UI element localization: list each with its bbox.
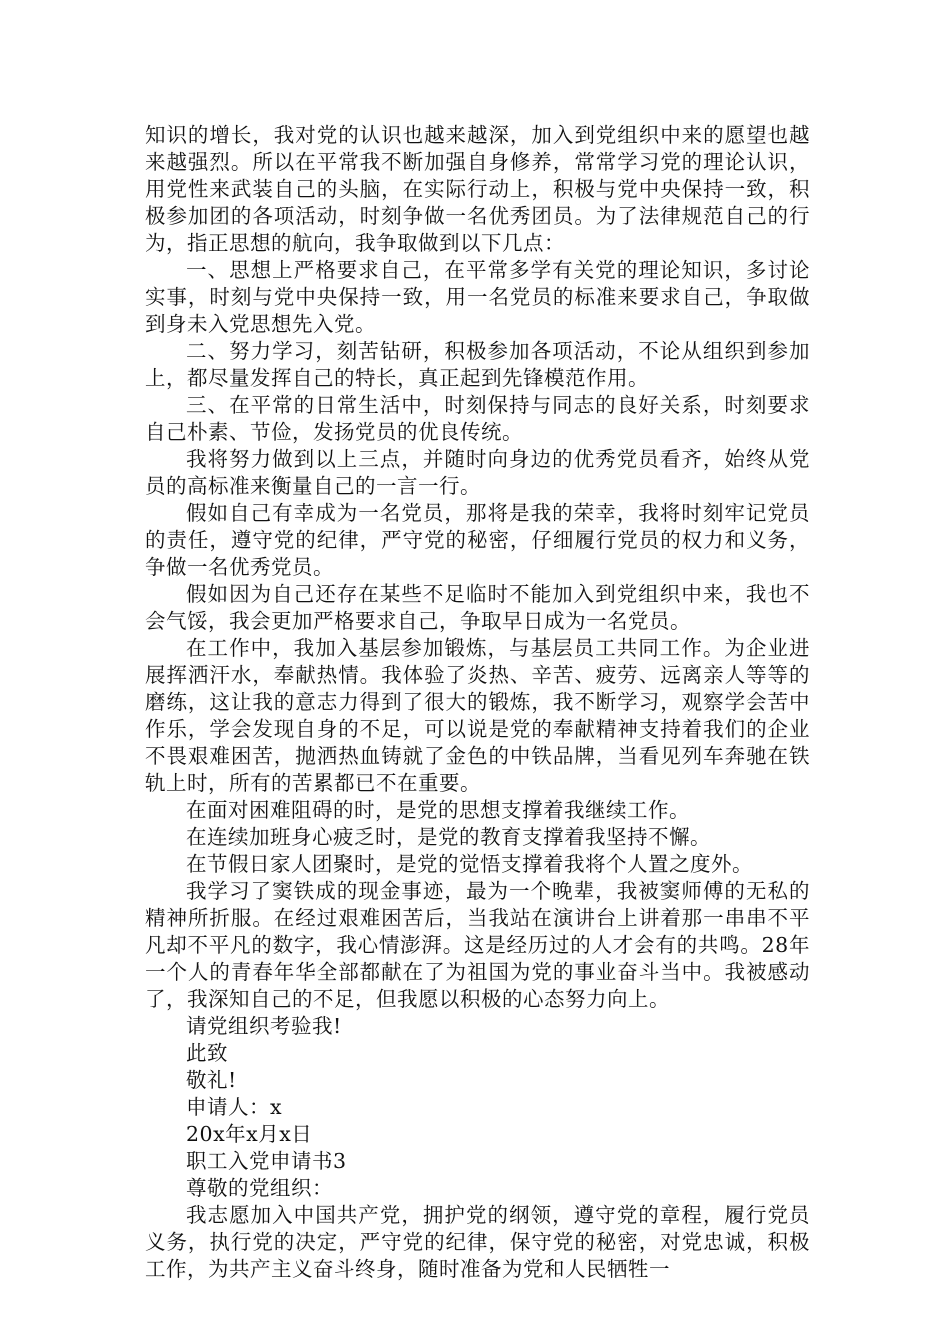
greeting-line: 尊敬的党组织： — [186, 1176, 333, 1200]
document-page — [145, 122, 810, 1283]
paragraph-difficulty: 在面对困难阻碍的时，是党的思想支撑着我继续工作。 — [186, 798, 690, 822]
paragraph-continued: 知识的增长，我对党的认识也越来越深，加入到党组织中来的愿望也越来越强烈。所以在平常我不断加强自身修养，常常学习党的理论认识，用党性来武装自己的头脑，在实际行动上，积极与党中央保持一致，积极参加团的各项活动，时刻争做一名优秀团员。为了法律规范自己的行为，指正思想的航向，我争取做到以下几点： — [145, 123, 810, 255]
paragraph-if-member: 假如自己有幸成为一名党员，那将是我的荣幸，我将时刻牢记党员的责任，遵守党的纪律，严守党的秘密，仔细履行党员的权力和义务，争做一名优秀党员。 — [145, 501, 810, 579]
paragraph-role-model: 我学习了窦铁成的现金事迹，最为一个晚辈，我被窦师傅的无私的精神所折服。在经过艰难困苦后，当我站在演讲台上讲着那一串串不平凡却不平凡的数字，我心情澎湃。这是经历过的人才会有的共鸣。28年一个人的青春年华全部都献在了为祖国为党的事业奋斗当中。我被感动了，我深知自己的不足，但我愿以积极的心态努力向上。 — [145, 879, 810, 1011]
paragraph-work: 在工作中，我加入基层参加锻炼，与基层员工共同工作。为企业进展挥洒汗水，奉献热情。我体验了炎热、辛苦、疲劳、远离亲人等等的磨练，这让我的意志力得到了很大的锻炼，我不断学习，观察学会苦中作乐，学会发现自身的不足，可以说是党的奉献精神支持着我们的企业不畏艰难困苦，抛洒热血铸就了金色的中铁品牌，当看见列车奔驰在铁轨上时，所有的苦累都已不在重要。 — [145, 636, 810, 795]
section-title: 职工入党申请书3 — [186, 1149, 347, 1173]
paragraph-holiday: 在节假日家人团聚时，是党的觉悟支撑着我将个人置之度外。 — [186, 852, 753, 876]
paragraph-point-three: 三、在平常的日常生活中，时刻保持与同志的良好关系，时刻要求自己朴素、节俭，发扬党员的优良传统。 — [145, 393, 810, 444]
paragraph-point-one: 一、思想上严格要求自己，在平常多学有关党的理论知识，多讨论实事，时刻与党中央保持一致，用一名党员的标准来要求自己，争取做到身未入党思想先入党。 — [145, 258, 810, 336]
paragraph-request: 请党组织考验我! — [186, 1014, 342, 1038]
salutation-jingli: 敬礼! — [186, 1068, 237, 1092]
paragraph-commitment: 我将努力做到以上三点，并随时向身边的优秀党员看齐，始终从党员的高标准来衡量自己的一言一行。 — [145, 447, 810, 498]
applicant-line: 申请人：x — [186, 1095, 283, 1119]
salutation-cizhi: 此致 — [186, 1041, 228, 1065]
paragraph-if-not-member: 假如因为自己还存在某些不足临时不能加入到党组织中来，我也不会气馁，我会更加严格要求自己，争取早日成为一名党员。 — [145, 582, 810, 633]
paragraph-overtime: 在连续加班身心疲乏时，是党的教育支撑着我坚持不懈。 — [186, 825, 711, 849]
paragraph-pledge: 我志愿加入中国共产党，拥护党的纲领，遵守党的章程，履行党员义务，执行党的决定，严守党的纪律，保守党的秘密，对党忠诚，积极工作，为共产主义奋斗终身，随时准备为党和人民牺牲一 — [145, 1203, 810, 1281]
paragraph-point-two: 二、努力学习，刻苦钻研，积极参加各项活动，不论从组织到参加上，都尽量发挥自己的特长，真正起到先锋模范作用。 — [145, 339, 810, 390]
date-line: 20x年x月x日 — [186, 1122, 313, 1146]
